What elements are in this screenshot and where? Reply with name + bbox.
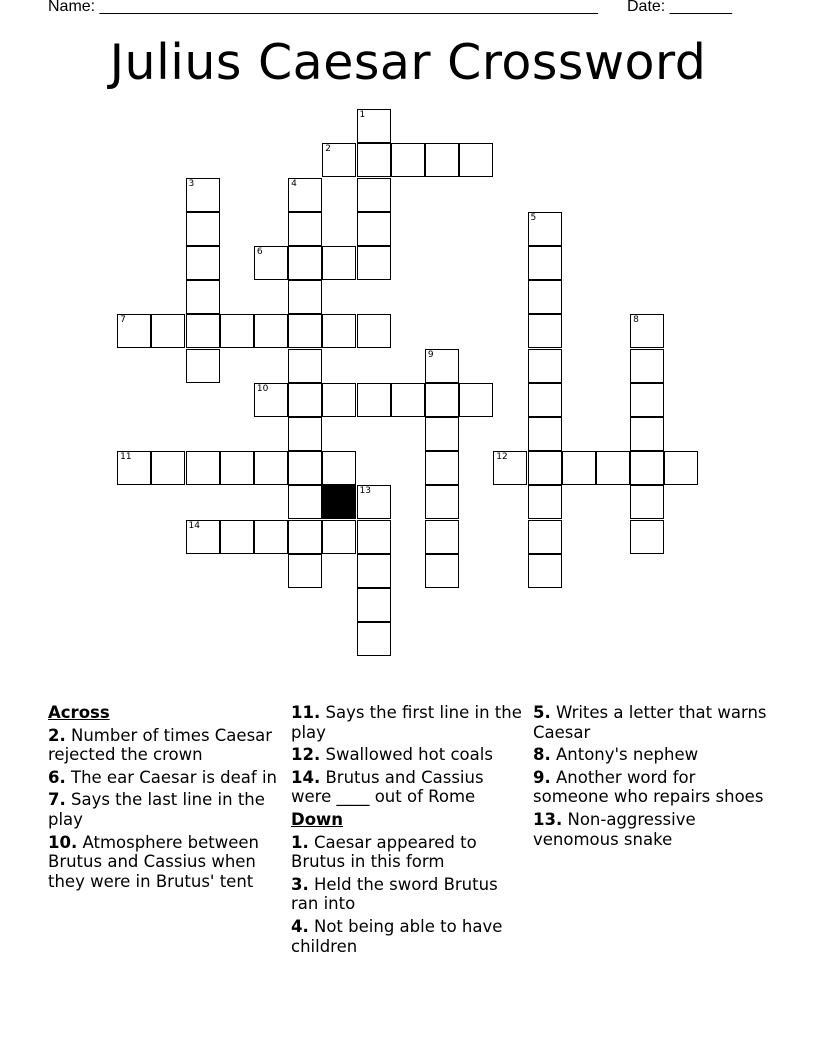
name-field-line: Name: ________________________________________________________ <box>48 0 598 15</box>
clue-item <box>533 745 769 765</box>
clues-column-2 <box>291 703 527 959</box>
clue-item <box>291 745 527 765</box>
crossword-cell[interactable] <box>254 520 288 554</box>
crossword-cell[interactable] <box>528 280 562 314</box>
crossword-cell[interactable] <box>254 314 288 348</box>
cell-number: 7 <box>120 315 126 326</box>
crossword-cell[interactable] <box>288 349 322 383</box>
crossword-cell[interactable] <box>322 520 356 554</box>
crossword-cell[interactable] <box>288 417 322 451</box>
crossword-cell[interactable] <box>357 212 391 246</box>
crossword-cell[interactable] <box>596 451 630 485</box>
crossword-cell[interactable] <box>357 520 391 554</box>
crossword-cell[interactable] <box>528 554 562 588</box>
crossword-cell[interactable] <box>528 451 562 485</box>
crossword-cell[interactable] <box>528 520 562 554</box>
clue-item <box>291 833 527 872</box>
crossword-cell[interactable] <box>562 451 596 485</box>
crossword-cell[interactable] <box>288 314 322 348</box>
clue-number: 2. <box>48 725 66 745</box>
crossword-cell[interactable] <box>357 588 391 622</box>
crossword-cell[interactable] <box>117 314 151 348</box>
crossword-cell[interactable] <box>528 349 562 383</box>
crossword-cell[interactable] <box>186 349 220 383</box>
cell-number: 2 <box>325 144 332 155</box>
section-heading: Down <box>291 809 344 829</box>
crossword-cell[interactable] <box>630 383 664 417</box>
clue-text: Not being able to have children <box>291 916 503 956</box>
clue-item <box>48 768 284 788</box>
crossword-cell[interactable] <box>528 417 562 451</box>
crossword-cell[interactable] <box>322 383 356 417</box>
clue-number: 13. <box>533 809 563 829</box>
crossword-cell[interactable] <box>186 451 220 485</box>
crossword-cell[interactable] <box>220 314 254 348</box>
crossword-cell[interactable] <box>322 143 356 177</box>
crossword-cell[interactable] <box>117 451 151 485</box>
clue-number: 1. <box>291 832 309 852</box>
page-title: Julius Caesar Crossword <box>109 34 707 91</box>
clue-text: Writes a letter that warns Caesar <box>533 703 767 742</box>
clue-item <box>48 833 284 892</box>
clue-number: 10. <box>48 832 78 852</box>
crossword-cell[interactable] <box>630 349 664 383</box>
section-heading: Across <box>48 703 110 722</box>
cell-number: 3 <box>188 178 195 189</box>
cell-number: 9 <box>427 349 434 360</box>
crossword-cell[interactable] <box>493 451 527 485</box>
crossword-cell[interactable] <box>630 485 664 519</box>
crossword-cell[interactable] <box>357 178 391 212</box>
clue-text: Antony's nephew <box>550 745 699 765</box>
crossword-cell[interactable] <box>288 280 322 314</box>
crossword-cell[interactable] <box>357 554 391 588</box>
crossword-cell[interactable] <box>664 451 698 485</box>
clue-text: Says the last line in the play <box>48 790 265 829</box>
cell-number: 12 <box>496 452 508 463</box>
clue-item <box>48 790 284 829</box>
crossword-cell[interactable] <box>425 383 459 417</box>
clue-number: 8. <box>533 745 551 765</box>
clue-item <box>533 703 769 742</box>
crossword-cell[interactable] <box>220 520 254 554</box>
clue-text: Number of times Caesar rejected the crown <box>48 725 273 765</box>
clues-column-1 <box>48 703 284 894</box>
clue-item <box>533 810 769 849</box>
clue-text: Swallowed hot coals <box>320 745 493 765</box>
clue-item <box>48 726 284 765</box>
cell-number: 14 <box>188 520 200 531</box>
crossword-cell[interactable] <box>151 314 185 348</box>
crossword-cell[interactable] <box>186 212 220 246</box>
crossword-cell[interactable] <box>186 178 220 212</box>
crossword-cell[interactable] <box>630 314 664 348</box>
crossword-cell[interactable] <box>288 212 322 246</box>
crossword-cell[interactable] <box>357 485 391 519</box>
crossword-cell[interactable] <box>357 143 391 177</box>
crossword-cell[interactable] <box>357 383 391 417</box>
cell-number: 10 <box>256 383 269 394</box>
crossword-cell[interactable] <box>288 178 322 212</box>
crossword-cell[interactable] <box>322 314 356 348</box>
clue-number: 14. <box>291 767 321 787</box>
crossword-cell[interactable] <box>425 485 459 519</box>
crossword-cell[interactable] <box>288 520 322 554</box>
crossword-cell[interactable] <box>425 417 459 451</box>
crossword-cell[interactable] <box>254 383 288 417</box>
clue-text: The ear Caesar is deaf in <box>65 767 277 787</box>
cell-number: 13 <box>359 486 371 497</box>
clue-text: Held the sword Brutus ran into <box>291 874 498 914</box>
crossword-cell[interactable] <box>630 451 664 485</box>
crossword-cell[interactable] <box>630 417 664 451</box>
crossword-cell[interactable] <box>288 451 322 485</box>
crossword-cell[interactable] <box>391 383 425 417</box>
clue-number: 4. <box>291 916 309 936</box>
crossword-cell[interactable] <box>288 554 322 588</box>
clue-text: Non-aggressive venomous snake <box>533 809 696 849</box>
cell-number: 11 <box>120 452 132 463</box>
crossword-cell[interactable] <box>425 143 459 177</box>
clue-item <box>291 703 527 742</box>
clue-text: Says the first line in the play <box>291 703 522 742</box>
clue-number: 11. <box>291 703 321 722</box>
crossword-cell[interactable] <box>630 520 664 554</box>
clue-item <box>291 768 527 807</box>
clues-column-3 <box>533 703 769 852</box>
clue-text: Brutus and Cassius were ____ out of Rome <box>291 767 484 807</box>
crossword-cell[interactable] <box>425 520 459 554</box>
crossword-cell[interactable] <box>186 520 220 554</box>
cell-number: 4 <box>291 178 297 189</box>
black-cell <box>322 485 356 519</box>
crossword-cell[interactable] <box>254 246 288 280</box>
crossword-cell[interactable] <box>322 246 356 280</box>
crossword-cell[interactable] <box>288 485 322 519</box>
crossword-cell[interactable] <box>357 109 391 143</box>
cell-number: 1 <box>359 110 366 121</box>
clue-item <box>291 917 527 956</box>
crossword-cell[interactable] <box>459 143 493 177</box>
clue-number: 12. <box>291 745 321 765</box>
crossword-cell[interactable] <box>425 349 459 383</box>
clue-number: 7. <box>48 790 66 810</box>
crossword-cell[interactable] <box>151 451 185 485</box>
crossword-cell[interactable] <box>459 383 493 417</box>
clue-text: Another word for someone who repairs shoes <box>533 767 764 807</box>
crossword-cell[interactable] <box>391 143 425 177</box>
crossword-cell[interactable] <box>220 451 254 485</box>
crossword-cell[interactable] <box>357 314 391 348</box>
clue-text: Caesar appeared to Brutus in this form <box>291 832 477 872</box>
date-field-line: Date: _______ <box>627 0 732 15</box>
crossword-cell[interactable] <box>288 383 322 417</box>
crossword-cell[interactable] <box>528 246 562 280</box>
clue-number: 9. <box>533 767 551 787</box>
crossword-cell[interactable] <box>528 212 562 246</box>
crossword-cell[interactable] <box>528 383 562 417</box>
clue-item <box>533 768 769 807</box>
crossword-cell[interactable] <box>186 280 220 314</box>
crossword-cell[interactable] <box>186 314 220 348</box>
clue-item <box>291 875 527 914</box>
clue-number: 6. <box>48 767 66 787</box>
crossword-cell[interactable] <box>322 451 356 485</box>
cell-number: 8 <box>633 315 639 326</box>
clue-number: 5. <box>533 703 551 722</box>
crossword-cell[interactable] <box>186 246 220 280</box>
crossword-cell[interactable] <box>425 554 459 588</box>
clue-number: 3. <box>291 874 309 894</box>
crossword-cell[interactable] <box>288 246 322 280</box>
cell-number: 5 <box>530 212 537 223</box>
crossword-cell[interactable] <box>425 451 459 485</box>
cell-number: 6 <box>256 246 263 257</box>
crossword-cell[interactable] <box>528 314 562 348</box>
crossword-cell[interactable] <box>528 485 562 519</box>
crossword-cell[interactable] <box>254 451 288 485</box>
clue-text: Atmosphere between Brutus and Cassius when they were in Brutus' tent <box>48 832 259 891</box>
crossword-cell[interactable] <box>357 622 391 656</box>
crossword-cell[interactable] <box>357 246 391 280</box>
